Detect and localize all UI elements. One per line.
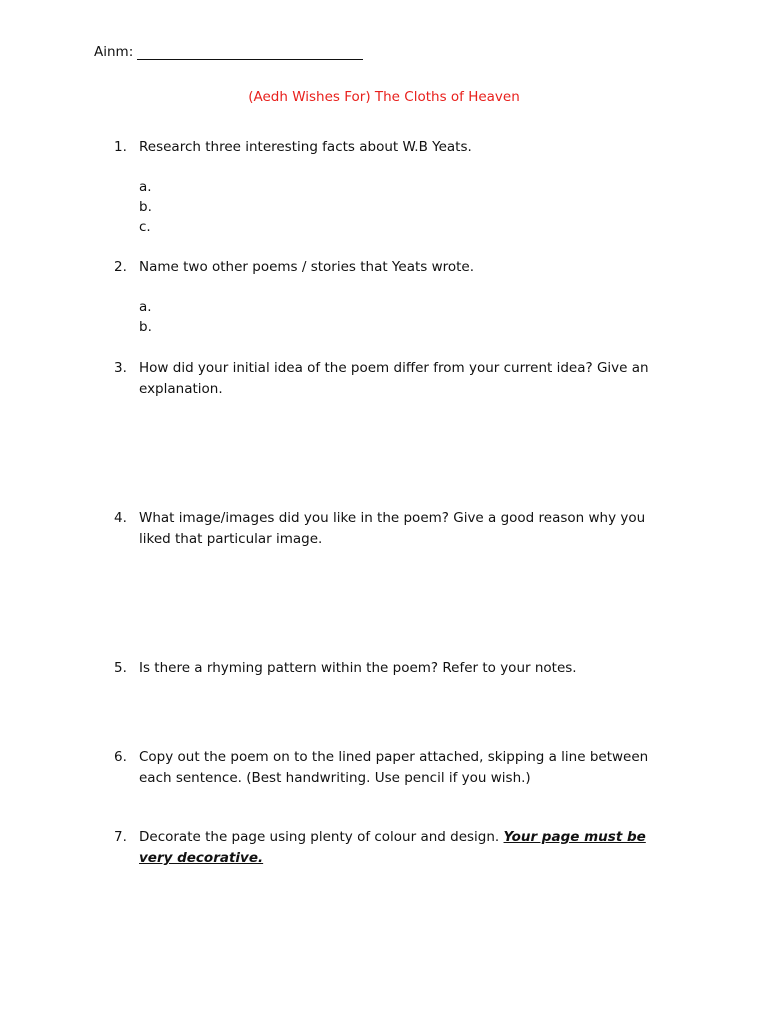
question-text: Is there a rhyming pattern within the poem? Refer to your notes. (139, 660, 577, 676)
answer-item-b: b. (139, 319, 152, 335)
question-text: Name two other poems / stories that Yeats wrote. (139, 259, 475, 275)
name-blank-line (137, 47, 363, 60)
question-number: 7. (114, 829, 127, 845)
question-number: 2. (114, 259, 127, 275)
worksheet-title: (Aedh Wishes For) The Cloths of Heaven (248, 89, 520, 105)
question-number: 1. (114, 139, 127, 155)
question-6 (114, 747, 674, 789)
question-7 (114, 827, 674, 869)
name-label: Ainm: (94, 44, 134, 60)
question-2 (114, 257, 674, 278)
question-number: 6. (114, 749, 127, 765)
question-3 (114, 358, 674, 400)
question-instruction: Decorate the page using plenty of colour and design. (139, 829, 500, 845)
answer-item-a: a. (139, 179, 152, 195)
question-text: What image/images did you like in the poem? Give a good reason why you liked that particular image. (139, 510, 646, 547)
name-field (94, 44, 363, 60)
question-5 (114, 658, 674, 679)
answer-item-c: c. (139, 219, 151, 235)
question-number: 4. (114, 510, 127, 526)
question-text: How did your initial idea of the poem differ from your current idea? Give an explanation. (139, 360, 649, 397)
answer-item-b: b. (139, 199, 152, 215)
question-text: Research three interesting facts about W.B Yeats. (139, 139, 472, 155)
question-text: Copy out the poem on to the lined paper attached, skipping a line between each sentence. (Best handwriting. Use pencil if you wish.) (139, 749, 649, 786)
emphasis-text: Your page must be very decorative. (139, 829, 646, 866)
question-1 (114, 137, 674, 158)
question-number: 3. (114, 360, 127, 376)
question-number: 5. (114, 660, 127, 676)
answer-item-a: a. (139, 299, 152, 315)
question-text (139, 827, 674, 869)
question-4 (114, 508, 674, 550)
